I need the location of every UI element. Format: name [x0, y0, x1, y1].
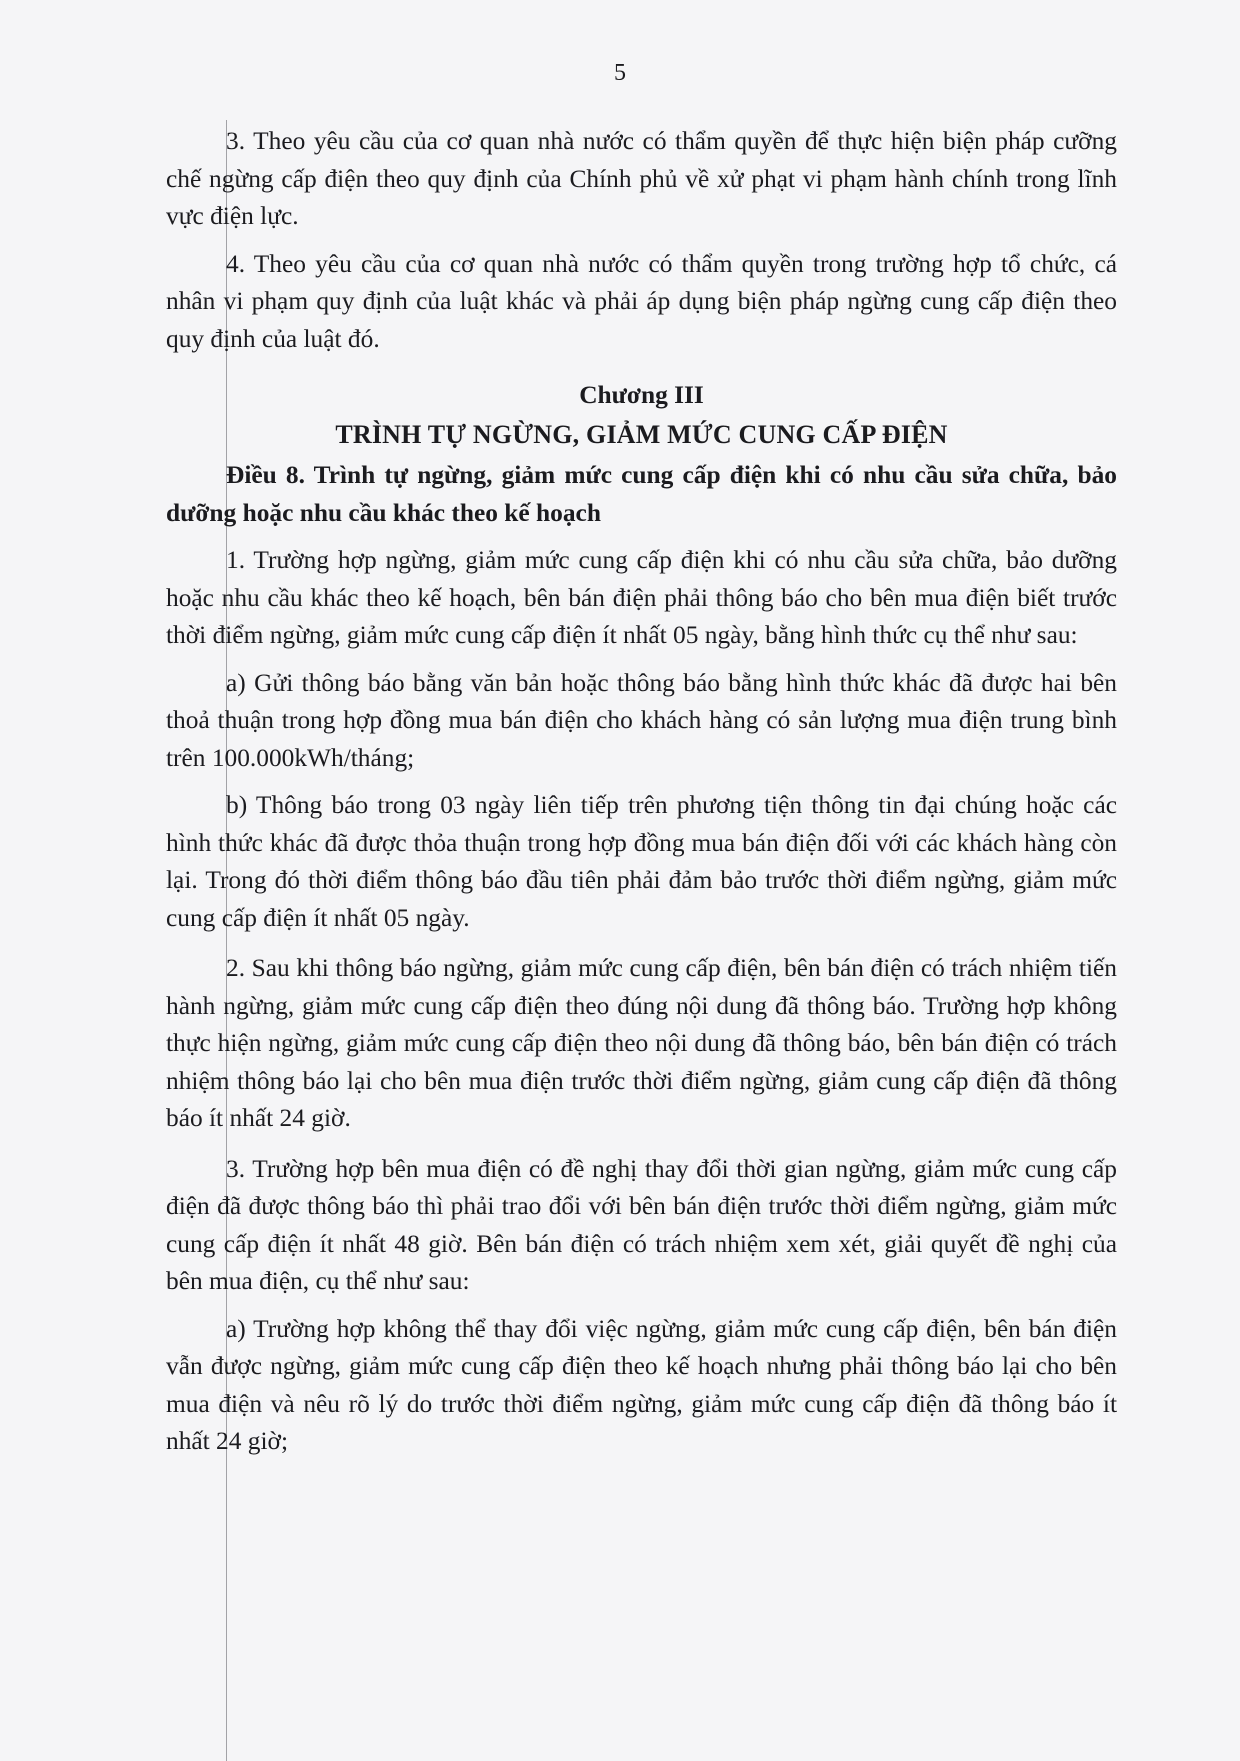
article-8-clause-3: 3. Trường hợp bên mua điện có đề nghị thay đổi thời gian ngừng, giảm mức cung cấp điện đã được thông báo thì phải trao đổi với bên bán điện trước thời điểm ngừng, giảm mức cung cấp điện ít nhất 48 giờ. Bên bán điện có trách nhiệm xem xét, giải quyết đề nghị của bên mua điện, cụ thể như sau: — [166, 1154, 1117, 1295]
clause-3: 3. Theo yêu cầu của cơ quan nhà nước có thẩm quyền để thực hiện biện pháp cưỡng chế ngừng cấp điện theo quy định của Chính phủ về xử phạt vi phạm hành chính trong lĩnh vực điện lực. — [166, 127, 1117, 230]
document-body — [166, 123, 1117, 1461]
article-8-point-b: b) Thông báo trong 03 ngày liên tiếp trên phương tiện thông tin đại chúng hoặc các hình thức khác đã được thỏa thuận trong hợp đồng mua bán điện đối với các khách hàng còn lại. Trong đó thời điểm thông báo đầu tiên phải đảm bảo trước thời điểm ngừng, giảm mức cung cấp điện ít nhất 05 ngày. — [166, 791, 1117, 932]
clause-4: 4. Theo yêu cầu của cơ quan nhà nước có thẩm quyền trong trường hợp tổ chức, cá nhân vi phạm quy định của luật khác và phải áp dụng biện pháp ngừng cung cấp điện theo quy định của luật đó. — [166, 249, 1117, 353]
page-number: 5 — [614, 60, 626, 86]
article-8-clause-1: 1. Trường hợp ngừng, giảm mức cung cấp điện khi có nhu cầu sửa chữa, bảo dưỡng hoặc nhu cầu khác theo kế hoạch, bên bán điện phải thông báo cho bên mua điện biết trước thời điểm ngừng, giảm mức cung cấp điện ít nhất 05 ngày, bằng hình thức cụ thể như sau: — [166, 546, 1117, 649]
article-8-clause-2: 2. Sau khi thông báo ngừng, giảm mức cung cấp điện, bên bán điện có trách nhiệm tiến hành ngừng, giảm mức cung cấp điện theo đúng nội dung đã thông báo. Trường hợp không thực hiện ngừng, giảm mức cung cấp điện theo nội dung đã thông báo, bên bán điện có trách nhiệm thông báo lại cho bên mua điện trước thời điểm ngừng, giảm cung cấp điện đã thông báo ít nhất 24 giờ. — [166, 954, 1117, 1132]
chapter-number: Chương III — [579, 381, 704, 409]
article-8-point-a: a) Gửi thông báo bằng văn bản hoặc thông báo bằng hình thức khác đã được hai bên thoả thuận trong hợp đồng mua bán điện cho khách hàng có sản lượng mua điện trung bình trên 100.000kWh/tháng; — [166, 668, 1117, 772]
article-8-clause-3-point-a: a) Trường hợp không thể thay đổi việc ngừng, giảm mức cung cấp điện, bên bán điện vẫn được ngừng, giảm mức cung cấp điện theo kế hoạch nhưng phải thông báo lại cho bên mua điện và nêu rõ lý do trước thời điểm ngừng, giảm mức cung cấp điện đã thông báo ít nhất 24 giờ; — [166, 1314, 1117, 1455]
article-8-title: Điều 8. Trình tự ngừng, giảm mức cung cấp điện khi có nhu cầu sửa chữa, bảo dưỡng hoặc nhu cầu khác theo kế hoạch — [166, 461, 1117, 527]
chapter-title: TRÌNH TỰ NGỪNG, GIẢM MỨC CUNG CẤP ĐIỆN — [335, 419, 948, 449]
